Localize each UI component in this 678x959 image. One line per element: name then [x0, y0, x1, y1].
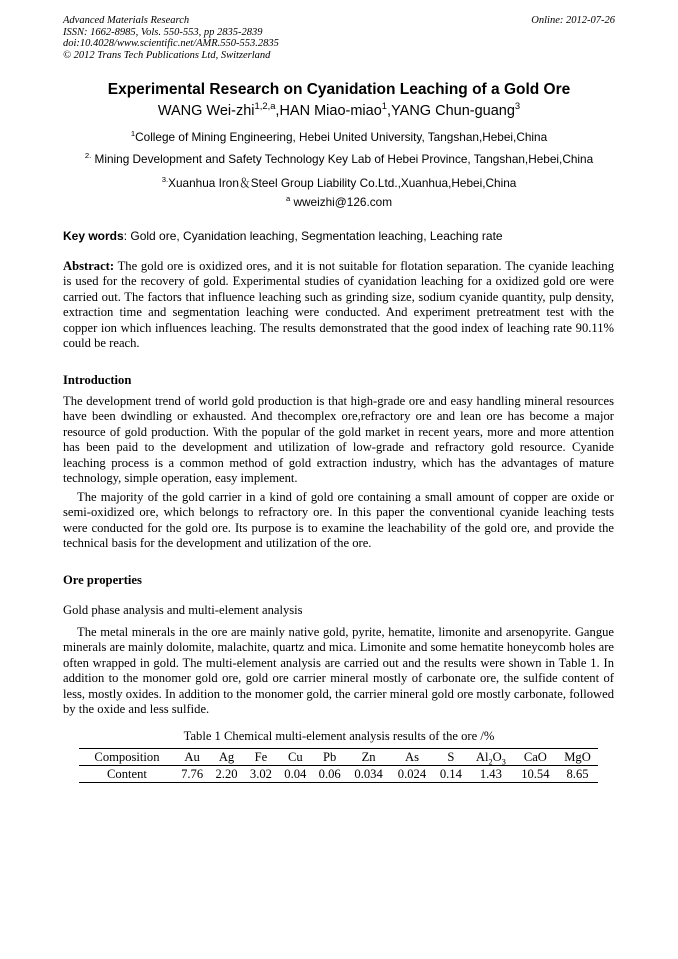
author-name: HAN Miao-miao [279, 103, 382, 119]
doi-line: doi:10.4028/www.scientific.net/AMR.550-553.2835 [63, 38, 279, 50]
online-date: Online: 2012-07-26 [531, 15, 615, 26]
affiliation-mark: 2. [84, 151, 92, 161]
affiliation-3 [0, 174, 678, 191]
keywords-text: : Gold ore, Cyanidation leaching, Segmentation leaching, Leaching rate [123, 229, 503, 243]
table-header-cell: MgO [557, 749, 598, 766]
table-row-label: Content [79, 766, 175, 783]
keywords [63, 229, 503, 243]
email-mark: a [285, 194, 291, 204]
table-header-cell: Fe [244, 749, 278, 766]
table-caption: Table 1 Chemical multi-element analysis results of the ore /% [183, 729, 495, 743]
table-cell: 2.20 [209, 766, 243, 783]
journal-header [63, 15, 279, 61]
author-name: YANG Chun-guang [391, 103, 515, 119]
author-list [0, 100, 678, 119]
affiliation-mark: 1 [130, 129, 136, 139]
author-sep: , [275, 103, 280, 119]
abstract [63, 259, 614, 351]
table-cell: 0.06 [313, 766, 347, 783]
author-sup: 3 [514, 100, 521, 112]
abstract-label: Abstract: [63, 259, 115, 273]
affiliation-2 [0, 152, 678, 166]
table-cell: 0.034 [347, 766, 390, 783]
table-header-cell: Zn [347, 749, 390, 766]
paper-title: Experimental Research on Cyanidation Leaching of a Gold Ore [107, 81, 571, 98]
table-row-label: Composition [79, 749, 175, 766]
composition-table [79, 748, 598, 783]
table-header-cell: Cu [278, 749, 312, 766]
table-header-cell: CaO [514, 749, 557, 766]
table-header-cell: Ag [209, 749, 243, 766]
table-cell: 10.54 [514, 766, 557, 783]
table-cell: 7.76 [175, 766, 209, 783]
abstract-text: The gold ore is oxidized ores, and it is not suitable for flotation separation. The cyanide leaching is used for the recovery of gold. Experimental studies of cyanidation leaching for a oxidized gold ore were carried out. The factors that influence leaching such as grinding size, sodium cyanide quantity, pulp density, extraction time and segmentation leaching were conducted. And experiment pretreatment test with the copper ion which influences leaching. The results demonstrated that the good index of leaching rate 90.11% could be reach. [63, 259, 614, 351]
introduction-paragraph-2-text: The majority of the gold carrier in a kind of gold ore containing a small amount of copper are oxide or semi-oxidized ore, which belongs to refractory ore. In this paper the conventional cyanide leaching tests were conducted for the gold ore. Its purpose is to examine the leachability of the gold ore, and provide the technical basis for the development and utilization of the ore. [63, 490, 614, 551]
table-header-cell: As [390, 749, 433, 766]
affiliation-mark: 3. [161, 175, 169, 185]
author-sup: 1,2,a [254, 100, 276, 112]
ore-properties-heading: Ore properties [63, 573, 142, 587]
table-header-row [79, 749, 598, 766]
email-text: wweizhi@126.com [290, 195, 393, 209]
table-cell: 0.024 [390, 766, 433, 783]
introduction-paragraph-2 [63, 490, 614, 552]
table-cell: 1.43 [468, 766, 514, 783]
author-name: WANG Wei-zhi [157, 103, 255, 119]
author-email [0, 195, 678, 209]
affiliation-1 [0, 130, 678, 144]
journal-name: Advanced Materials Research [63, 15, 190, 26]
author-sep: , [387, 103, 392, 119]
table-cell: 8.65 [557, 766, 598, 783]
table-cell: 0.14 [434, 766, 468, 783]
introduction-paragraph-1: The development trend of world gold production is that high-grade ore and easy handling mineral resources have been dwindling or exhausted. And thecomplex ore,refractory ore and lean ore has become a major resource of gold production. With the popular of the gold market in recent years, more and more attention has been paid to the development and utilization of low-grade and refractory gold resource. Cyanide leaching process is a common method of gold extraction industry, which has the advantages of mature technology, simple operation, easy implement. [63, 394, 614, 486]
author-sup: 1 [381, 100, 388, 112]
introduction-heading: Introduction [63, 373, 132, 387]
copyright-line: © 2012 Trans Tech Publications Ltd, Switzerland [63, 49, 271, 61]
affiliation-text: Mining Development and Safety Technology Key Lab of Hebei Province, Tangshan,Hebei,China [91, 152, 594, 166]
ore-properties-subheading: Gold phase analysis and multi-element analysis [63, 603, 303, 617]
ore-properties-paragraph [63, 625, 614, 717]
keywords-label: Key words [63, 229, 124, 243]
table-cell: 3.02 [244, 766, 278, 783]
table-header-cell-al2o3: $Al_2O_3$ [468, 749, 514, 766]
table-header-cell: Pb [313, 749, 347, 766]
table-header-cell: S [434, 749, 468, 766]
table-header-cell: Au [175, 749, 209, 766]
ore-properties-paragraph-text: The metal minerals in the ore are mainly native gold, pyrite, hematite, limonite and arsenopyrite. Gangue minerals are mainly dolomite, malachite, quartz and mica. Limonite and some hematite honeycomb holes are often wrapped in gold. The multi-element analysis are carried out and the results were shown in Table 1. In addition to the monomer gold ore, gold ore carrier mineral mostly of carbonate ore, the sulfide content of less, mostly oxides. In addition to the monomer gold, the carrier mineral gold ore mostly carbonate, followed by the oxide and less sulfide. [63, 625, 614, 717]
issn-line: ISSN: 1662-8985, Vols. 550-553, pp 2835-2839 [63, 26, 263, 38]
affiliation-text: College of Mining Engineering, Hebei United University, Tangshan,Hebei,China [135, 130, 548, 144]
affiliation-text: Xuanhua Iron＆Steel Group Liability Co.Ltd.,Xuanhua,Hebei,China [168, 176, 517, 190]
table-cell: 0.04 [278, 766, 312, 783]
table-content-row [79, 766, 598, 783]
